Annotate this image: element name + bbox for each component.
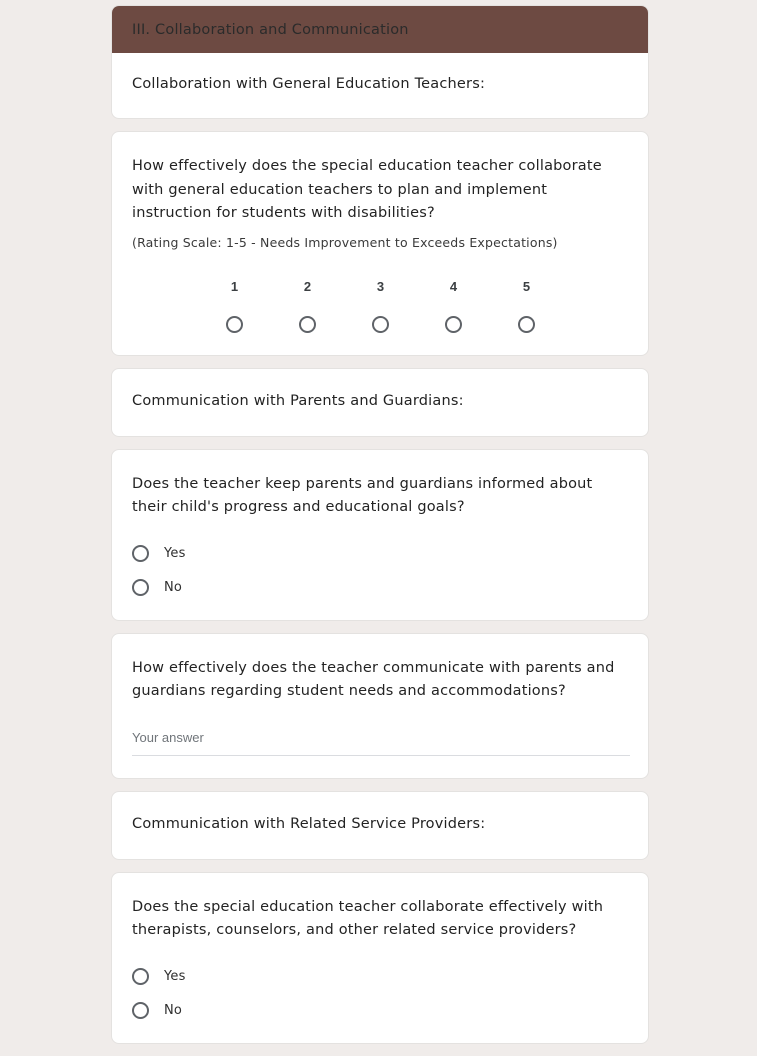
scale-radio-5[interactable] bbox=[518, 316, 535, 333]
scale-number-5: 5 bbox=[522, 278, 531, 294]
radio-icon[interactable] bbox=[132, 579, 149, 596]
question-card-parent-informed bbox=[111, 449, 649, 621]
radio-icon[interactable] bbox=[132, 545, 149, 562]
subtitle-card-related-service-providers bbox=[111, 791, 649, 860]
question-text-collaboration-effectiveness: How effectively does the special education teacher collaborate with general education teachers to plan and implement instruction for students with disabilities? bbox=[132, 158, 602, 222]
short-answer-placeholder: Your answer bbox=[132, 729, 204, 745]
question-card-parent-communication bbox=[111, 633, 649, 779]
choice-label: Yes bbox=[164, 969, 186, 985]
choice-label: No bbox=[164, 580, 183, 596]
question-card-rating-scale bbox=[111, 131, 649, 356]
scale-radio-2[interactable] bbox=[299, 316, 316, 333]
choice-option-yes[interactable] bbox=[132, 544, 628, 564]
scale-number-1: 1 bbox=[230, 278, 239, 294]
radio-icon[interactable] bbox=[132, 1002, 149, 1019]
choice-label: Yes bbox=[164, 546, 186, 562]
choice-group-provider-collaboration bbox=[132, 967, 628, 1021]
scale-number-3: 3 bbox=[376, 278, 385, 294]
short-answer-field[interactable] bbox=[132, 730, 630, 756]
scale-radio-3[interactable] bbox=[372, 316, 389, 333]
section-header-card bbox=[111, 5, 649, 119]
choice-group-parent-informed bbox=[132, 544, 628, 598]
question-helper-rating-scale: (Rating Scale: 1-5 - Needs Improvement to Exceeds Expectations) bbox=[132, 234, 558, 250]
question-body bbox=[112, 450, 648, 620]
question-text-parent-informed: Does the teacher keep parents and guardians informed about their child's progress and educational goals? bbox=[132, 475, 593, 516]
scale-number-row bbox=[198, 279, 628, 316]
choice-label: No bbox=[164, 1003, 183, 1019]
question-body bbox=[112, 634, 648, 778]
section-subtitle-communication-parents: Communication with Parents and Guardians: bbox=[132, 392, 464, 409]
choice-option-no[interactable] bbox=[132, 578, 628, 598]
question-body bbox=[112, 873, 648, 1043]
subtitle-card-parents-guardians bbox=[111, 368, 649, 437]
subtitle-body bbox=[112, 792, 648, 859]
section-title: III. Collaboration and Communication bbox=[132, 21, 409, 38]
section-subtitle-communication-providers: Communication with Related Service Providers: bbox=[132, 815, 486, 832]
section-subtitle-collaboration-general-ed: Collaboration with General Education Teachers: bbox=[132, 76, 486, 92]
scale-number-2: 2 bbox=[303, 278, 312, 294]
scale-radio-1[interactable] bbox=[226, 316, 243, 333]
section-header-band bbox=[112, 6, 648, 53]
subtitle-body bbox=[112, 369, 648, 436]
scale-number-4: 4 bbox=[449, 278, 458, 294]
form-container bbox=[111, 5, 649, 1056]
scale-radio-4[interactable] bbox=[445, 316, 462, 333]
scale-radio-row bbox=[198, 316, 628, 333]
question-card-provider-collaboration bbox=[111, 872, 649, 1044]
question-body bbox=[112, 132, 648, 355]
question-text-parent-communication: How effectively does the teacher communicate with parents and guardians regarding student needs and accommodations? bbox=[132, 659, 615, 700]
radio-icon[interactable] bbox=[132, 968, 149, 985]
section-header-body bbox=[112, 53, 648, 118]
choice-option-no[interactable] bbox=[132, 1001, 628, 1021]
question-text-provider-collaboration: Does the special education teacher collaborate effectively with therapists, counselors, and other related service providers? bbox=[132, 898, 604, 939]
choice-option-yes[interactable] bbox=[132, 967, 628, 987]
